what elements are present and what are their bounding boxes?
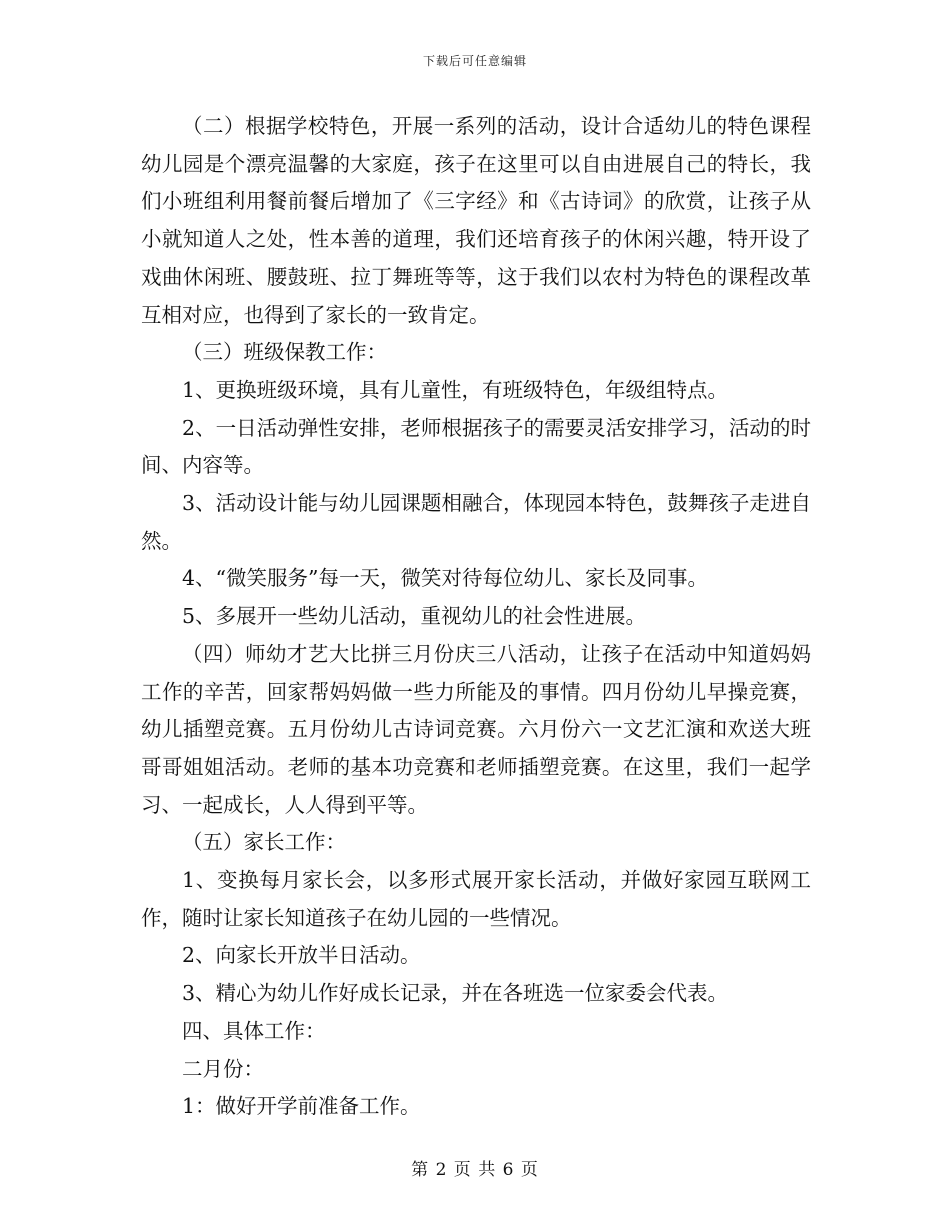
list-item: 1、变换每月家长会，以多形式展开家长活动，并做好家园互联网工作，随时让家长知道孩子在幼儿园的一些情况。 [141, 868, 811, 930]
list-item: 2、向家长开放半日活动。 [182, 943, 421, 968]
heading-parent-work: （五）家长工作： [182, 830, 346, 855]
list-item: 1：做好开学前准备工作。 [182, 1094, 421, 1119]
list-item: 3、精心为幼儿作好成长记录，并在各班选一位家委会代表。 [182, 981, 729, 1006]
heading-specific-work: 四、具体工作： [182, 1018, 326, 1043]
list-item: 3、活动设计能与幼儿园课题相融合，体现园本特色，鼓舞孩子走进自然。 [141, 491, 811, 553]
list-item: 2、一日活动弹性安排，老师根据孩子的需要灵活安排学习，活动的时间、内容等。 [141, 415, 811, 478]
document-body [141, 108, 811, 1126]
page-number-footer: 第 2 页 共 6 页 [411, 1160, 539, 1180]
heading-february: 二月份： [182, 1056, 264, 1081]
list-item: 5、多展开一些幼儿活动，重视幼儿的社会性进展。 [182, 604, 647, 629]
page-header: 下载后可任意编辑 [422, 54, 527, 68]
list-item: 1、更换班级环境，具有儿童性，有班级特色，年级组特点。 [182, 377, 729, 402]
list-item: 4、“微笑服务”每一天，微笑对待每位幼儿、家长及同事。 [182, 566, 709, 591]
paragraph-talent-contest: （四）师幼才艺大比拼三月份庆三八活动，让孩子在活动中知道妈妈工作的辛苦，回家帮妈妈做一些力所能及的事情。四月份幼儿早操竞赛，幼儿插塑竞赛。五月份幼儿古诗词竞赛。六月份六一文艺汇演和欢送大班哥哥姐姐活动。老师的基本功竞赛和老师插塑竞赛。在这里，我们一起学习、一起成长，人人得到平等。 [141, 641, 811, 817]
paragraph-activities: （二）根据学校特色，开展一系列的活动，设计合适幼儿的特色课程 幼儿园是个漂亮温馨的大家庭，孩子在这里可以自由进展自己的特长，我们小班组利用餐前餐后增加了《三字经》和《古诗词》的欣赏，让孩子从小就知道人之处，性本善的道理，我们还培育孩子的休闲兴趣，特开设了戏曲休闲班、腰鼓班、拉丁舞班等等，这于我们以农村为特色的课程改革互相对应，也得到了家长的一致肯定。 [141, 114, 811, 327]
heading-class-care: （三）班级保教工作： [182, 340, 387, 365]
